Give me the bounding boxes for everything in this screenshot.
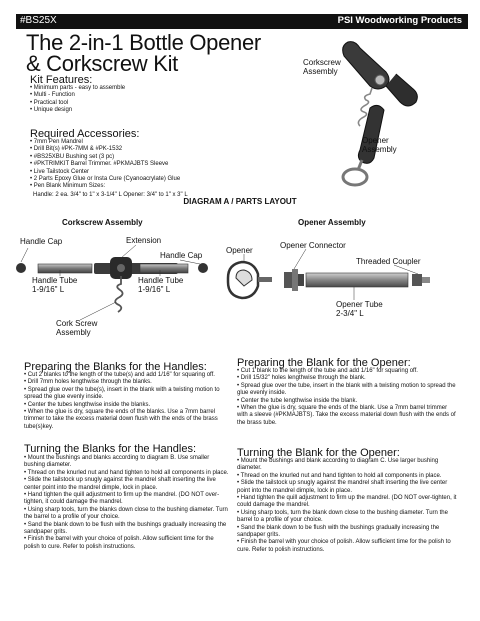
- prep-opener-step: • When the glue is dry, square the ends of the blank. Use a 7mm barrel trimmer with a sleeve (#PKMAJBTS). Take the excess material down flush with the ends of the brass tube.: [237, 405, 459, 427]
- label-threaded-coupler: Threaded Coupler: [356, 257, 421, 266]
- accessories-list: [30, 139, 260, 191]
- prep-opener-step: • Spread glue over the tube, insert in the blank with a twisting motion to spread the glue evenly inside.: [237, 383, 459, 398]
- kit-feature-item: • Unique design: [30, 107, 250, 114]
- turn-handles-step: • Hand tighten the quill adjustment to firm up the mandrel. (DO NOT over-tighten, it could damage the mandrel.: [24, 492, 229, 507]
- turn-opener-step: • Finish the barrel with your choice of polish. Allow sufficient time for the polish to cure. Refer to polish instructions.: [237, 539, 459, 554]
- accessory-item: • Live Tailstock Center: [30, 169, 260, 176]
- kit-features-list: [30, 85, 250, 115]
- accessory-item: • 2 Parts Epoxy Glue or Insta Cure (Cyanoacrylate) Glue: [30, 176, 260, 183]
- brand-name: PSI Woodworking Products: [337, 15, 462, 26]
- kit-feature-item: • Multi - Function: [30, 92, 250, 99]
- prep-handles-heading: Preparing the Blanks for the Handles:: [24, 361, 207, 373]
- prep-handles-step: • Spread glue over the tube(s), insert in the blank with a twisting motion to spread the glue evenly inside.: [24, 387, 229, 402]
- label-handle-cap-right: Handle Cap: [160, 251, 203, 260]
- turn-opener-step: • Using sharp tools, turn the blank down close to the bushing diameter. Turn the barrel to a profile of your choice.: [237, 510, 459, 525]
- prep-handles-step: • When the glue is dry, square the ends of the blanks. Use a 7mm barrel trimmer to take the excess material down flush with the ends of the brass tube(s)key.: [24, 409, 229, 431]
- header-bar: [16, 14, 468, 29]
- prep-handles-step: • Cut 2 blanks to the length of the tube(s) and add 1/16" for squaring off.: [24, 372, 229, 379]
- photo-label-opener: Opener Assembly: [362, 136, 397, 154]
- turn-handles-step: • Sand the blank down to be flush with the bushings gradually increasing the sandpaper grits.: [24, 522, 229, 537]
- accessory-item: • #BS25XBU Bushing set (3 pc): [30, 154, 260, 161]
- handle-tube-left-part: [38, 264, 92, 273]
- turn-handles-step: • Thread on the knurled nut and hand tighten to hold all components in place.: [24, 470, 229, 477]
- title-line-1: The 2-in-1 Bottle Opener: [26, 30, 261, 55]
- prep-opener-heading: Preparing the Blank for the Opener:: [237, 357, 411, 369]
- product-photo: [300, 30, 470, 190]
- turn-handles-step: • Finish the barrel with your choice of polish. Allow sufficient time for the polish to cure. Refer to polish instructions.: [24, 536, 229, 551]
- opener-assembly-title: Opener Assembly: [298, 218, 366, 227]
- label-handle-cap-left: Handle Cap: [20, 237, 63, 246]
- corkscrew-parts-drawing: [10, 240, 225, 330]
- prep-opener-step: • Cut 1 blank to the length of the tube and add 1/16" for squaring off.: [237, 368, 459, 375]
- threaded-coupler-part: [412, 274, 430, 286]
- blank-sizes: Handle: 2 ea. 3/4" to 1" x 3-1/4" L Opener: 3/4" to 1" x 3" L: [33, 192, 188, 198]
- accessory-item: • #PKTRIMKIT Barrel Trimmer. #PKMAJBTS Sleeve: [30, 161, 260, 168]
- opener-connector-part: [284, 269, 304, 291]
- turn-opener-step: • Hand tighten the quill adjustment to firm up the mandrel. (DO NOT over-tighten, it could damage the mandrel.: [237, 495, 459, 510]
- turn-opener-step: • Thread on the knurled nut and hand tighten to hold all components in place.: [237, 473, 459, 480]
- prep-handles-list: [24, 372, 229, 431]
- prep-opener-step: • Drill 15/32" holes lengthwise through the blank.: [237, 375, 459, 382]
- label-handle-tube-left: Handle Tube 1-9/16" L: [32, 276, 78, 294]
- prep-opener-list: [237, 368, 459, 427]
- kit-feature-item: • Practical tool: [30, 100, 250, 107]
- page-title: [26, 32, 261, 74]
- label-cork-screw-assembly: Cork Screw Assembly: [56, 319, 98, 337]
- prep-handles-step: • Drill 7mm holes lengthwise through the blanks.: [24, 379, 229, 386]
- turn-handles-step: • Mount the bushings and blanks according to diagram B. Use smaller bushing diameter.: [24, 455, 229, 470]
- turn-handles-step: • Using sharp tools, turn the blanks down close to the bushing diameter. Turn the barrel to a profile of your choice.: [24, 507, 229, 522]
- turn-opener-step: • Sand the blank down to be flush with the bushings gradually increasing the sandpaper grits.: [237, 525, 459, 540]
- turn-handles-heading: Turning the Blanks for the Handles:: [24, 443, 197, 455]
- title-line-2: & Corkscrew Kit: [26, 51, 178, 76]
- handle-cap-left-part: [16, 263, 26, 273]
- accessory-item: • Drill Bit(s) #PK-7MM & #PK-1532: [30, 146, 260, 153]
- accessories-heading: Required Accessories:: [30, 128, 140, 140]
- corkscrew-assembly-title: Corkscrew Assembly: [62, 218, 143, 227]
- turn-opener-list: [237, 458, 459, 554]
- kit-features-heading: Kit Features:: [30, 74, 93, 86]
- photo-label-corkscrew: Corkscrew Assembly: [303, 58, 341, 76]
- accessory-item: • 7mm Pen Mandrel: [30, 139, 260, 146]
- turn-opener-heading: Turning the Blank for the Opener:: [237, 447, 400, 459]
- handle-tube-right-part: [140, 264, 188, 273]
- turn-opener-step: • Mount the bushings and blank according to diagram C. Use larger bushing diameter.: [237, 458, 459, 473]
- handle-cap-right-part: [198, 263, 208, 273]
- product-code: #BS25X: [20, 15, 57, 26]
- opener-tube-part: [306, 273, 408, 287]
- label-extension: Extension: [126, 236, 162, 245]
- turn-handles-list: [24, 455, 229, 551]
- label-opener-connector: Opener Connector: [280, 241, 346, 250]
- opener-part: [228, 262, 272, 298]
- label-opener: Opener: [226, 246, 253, 255]
- label-handle-tube-right: Handle Tube 1-9/16" L: [138, 276, 184, 294]
- accessory-item: • Pen Blank Minimum Sizes:: [30, 183, 260, 190]
- prep-opener-step: • Center the tube lengthwise inside the blank.: [237, 398, 459, 405]
- prep-handles-step: • Center the tubes lengthwise inside the blanks.: [24, 402, 229, 409]
- diagram-title: DIAGRAM A / PARTS LAYOUT: [183, 197, 297, 206]
- kit-feature-item: • Minimum parts - easy to assemble: [30, 85, 250, 92]
- turn-handles-step: • Slide the tailstock up snugly against the mandrel shaft inserting the live center point into the mandrel dimple, lock in place.: [24, 477, 229, 492]
- label-opener-tube: Opener Tube 2-3/4" L: [336, 300, 383, 318]
- opener-parts-drawing: [224, 256, 469, 306]
- turn-opener-step: • Slide the tailstock up snugly against the mandrel shaft inserting the live center point into the mandrel dimple, lock in place.: [237, 480, 459, 495]
- cork-screw-part: [115, 276, 122, 312]
